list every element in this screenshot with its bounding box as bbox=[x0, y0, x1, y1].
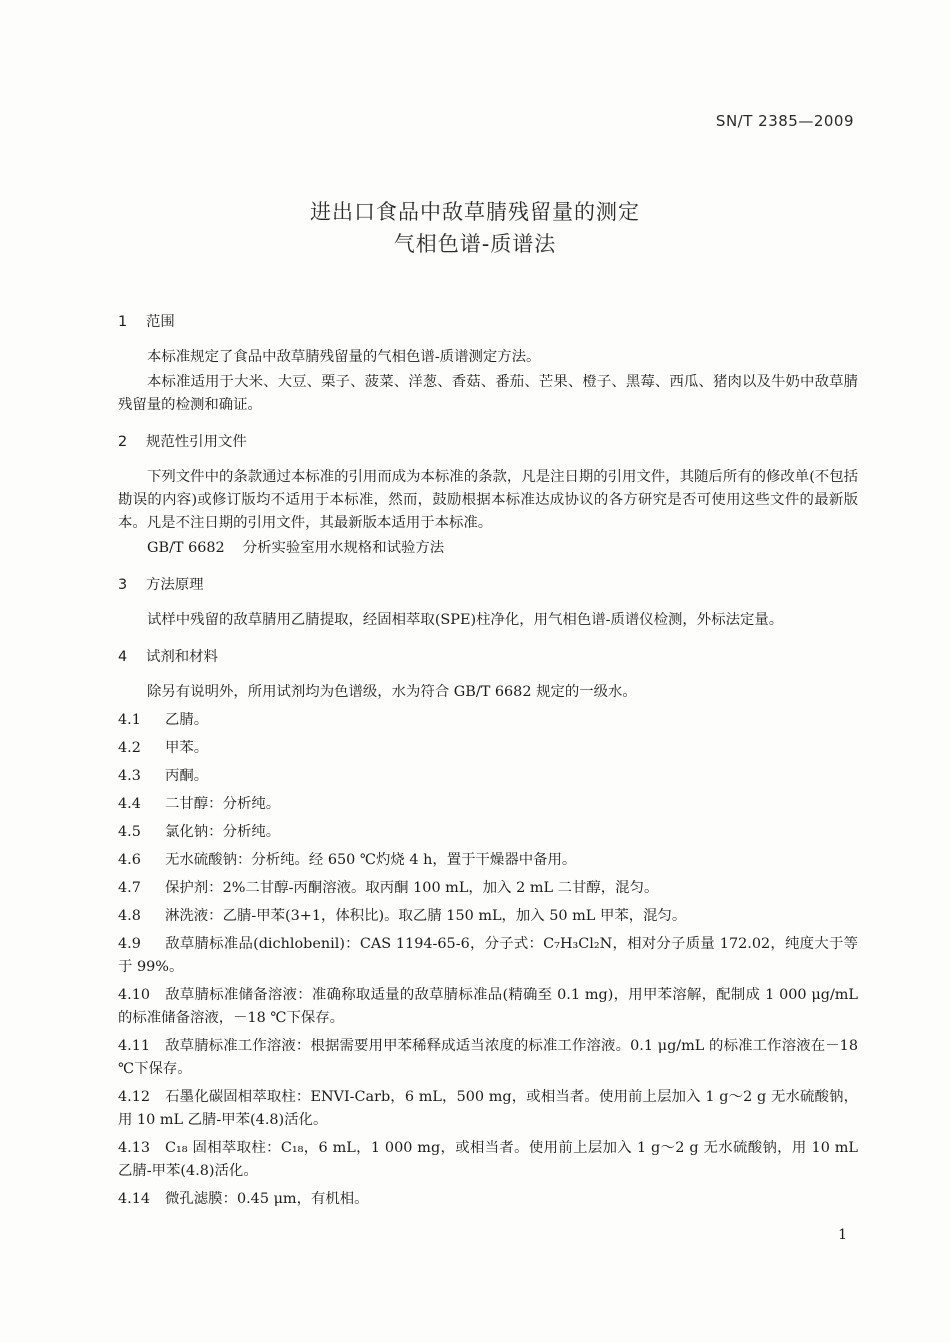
section-scope bbox=[118, 311, 858, 417]
section-number: 3 bbox=[118, 577, 128, 593]
reference-code: GB/T 6682 bbox=[147, 540, 225, 556]
item-text: 甲苯。 bbox=[165, 740, 209, 756]
list-item bbox=[118, 737, 858, 760]
list-item bbox=[118, 1188, 858, 1211]
item-number: 4.2 bbox=[118, 740, 141, 756]
item-text: C₁₈ 固相萃取柱：C₁₈，6 mL，1 000 mg，或相当者。使用前上层加入 1 g～2 g 无水硫酸钠，用 10 mL 乙腈-甲苯(4.8)活化。 bbox=[118, 1140, 858, 1179]
section-title: 范围 bbox=[146, 314, 175, 330]
paragraph: 本标准规定了食品中敌草腈残留量的气相色谱-质谱测定方法。 bbox=[147, 349, 541, 365]
item-number: 4.6 bbox=[118, 852, 141, 868]
section-reagents bbox=[118, 646, 858, 1211]
section-title: 试剂和材料 bbox=[146, 649, 218, 665]
list-item bbox=[118, 1137, 858, 1183]
section-number: 1 bbox=[118, 314, 128, 330]
item-text: 敌草腈标准品(dichlobenil)：CAS 1194-65-6，分子式：C₇H₃Cl₂N，相对分子质量 172.02，纯度大于等于 99%。 bbox=[118, 936, 858, 975]
item-text: 乙腈。 bbox=[165, 712, 209, 728]
item-text: 敌草腈标准工作溶液：根据需要用甲苯稀释成适当浓度的标准工作溶液。0.1 μg/mL 的标准工作溶液在－18 ℃下保存。 bbox=[118, 1038, 858, 1077]
standard-code: SN/T 2385—2009 bbox=[715, 112, 854, 130]
section-number: 4 bbox=[118, 649, 128, 665]
list-item bbox=[118, 821, 858, 844]
item-text: 石墨化碳固相萃取柱：ENVI-Carb，6 mL，500 mg，或相当者。使用前上层加入 1 g～2 g 无水硫酸钠，用 10 mL 乙腈-甲苯(4.8)活化。 bbox=[118, 1089, 858, 1128]
item-text: 敌草腈标准储备溶液：准确称取适量的敌草腈标准品(精确至 0.1 mg)，用甲苯溶解，配制成 1 000 μg/mL 的标准储备溶液，－18 ℃下保存。 bbox=[118, 987, 858, 1026]
item-text: 二甘醇：分析纯。 bbox=[165, 796, 281, 812]
list-item bbox=[118, 933, 858, 979]
section-heading bbox=[118, 431, 858, 454]
item-number: 4.4 bbox=[118, 796, 141, 812]
item-number: 4.3 bbox=[118, 768, 141, 784]
list-item bbox=[118, 877, 858, 900]
item-number: 4.9 bbox=[118, 936, 141, 952]
title-line-1: 进出口食品中敌草腈残留量的测定 bbox=[310, 200, 640, 224]
section-number: 2 bbox=[118, 434, 128, 450]
section-title: 规范性引用文件 bbox=[146, 434, 247, 450]
paragraph: 下列文件中的条款通过本标准的引用而成为本标准的条款，凡是注日期的引用文件，其随后所有的修改单(不包括勘误的内容)或修订版均不适用于本标准，然而，鼓励根据本标准达成协议的各方研究是否可使用这些文件的最新版本。凡是不注日期的引用文件，其最新版本适用于本标准。 bbox=[118, 469, 858, 531]
list-item bbox=[118, 849, 858, 872]
list-item bbox=[118, 709, 858, 732]
reference-title: 分析实验室用水规格和试验方法 bbox=[242, 540, 445, 556]
title-line-2: 气相色谱-质谱法 bbox=[393, 232, 557, 256]
item-text: 丙酮。 bbox=[165, 768, 209, 784]
section-heading bbox=[118, 646, 858, 669]
paragraph: 除另有说明外，所用试剂均为色谱级，水为符合 GB/T 6682 规定的一级水。 bbox=[147, 684, 637, 700]
item-number: 4.1 bbox=[118, 712, 141, 728]
reference-entry bbox=[118, 537, 858, 560]
list-item bbox=[118, 984, 858, 1030]
item-number: 4.11 bbox=[118, 1038, 151, 1054]
document-title bbox=[0, 196, 950, 260]
paragraph: 试样中残留的敌草腈用乙腈提取，经固相萃取(SPE)柱净化，用气相色谱-质谱仪检测，外标法定量。 bbox=[147, 612, 784, 628]
item-text: 微孔滤膜：0.45 μm，有机相。 bbox=[165, 1191, 369, 1207]
list-item bbox=[118, 905, 858, 928]
item-number: 4.8 bbox=[118, 908, 141, 924]
item-text: 无水硫酸钠：分析纯。经 650 ℃灼烧 4 h，置于干燥器中备用。 bbox=[165, 852, 577, 868]
list-item bbox=[118, 765, 858, 788]
item-text: 氯化钠：分析纯。 bbox=[165, 824, 281, 840]
section-title: 方法原理 bbox=[146, 577, 204, 593]
item-number: 4.5 bbox=[118, 824, 141, 840]
item-text: 保护剂：2%二甘醇-丙酮溶液。取丙酮 100 mL，加入 2 mL 二甘醇，混匀。 bbox=[165, 880, 659, 896]
document-body bbox=[118, 311, 858, 1225]
list-item bbox=[118, 1035, 858, 1081]
paragraph: 本标准适用于大米、大豆、栗子、菠菜、洋葱、香菇、番茄、芒果、橙子、黑莓、西瓜、猪肉以及牛奶中敌草腈残留量的检测和确证。 bbox=[118, 374, 858, 413]
section-principle bbox=[118, 574, 858, 632]
item-number: 4.7 bbox=[118, 880, 141, 896]
list-item bbox=[118, 793, 858, 816]
item-text: 淋洗液：乙腈-甲苯(3+1，体积比)。取乙腈 150 mL，加入 50 mL 甲苯，混匀。 bbox=[165, 908, 687, 924]
list-item bbox=[118, 1086, 858, 1132]
section-heading bbox=[118, 574, 858, 597]
item-number: 4.12 bbox=[118, 1089, 151, 1105]
item-number: 4.14 bbox=[118, 1191, 151, 1207]
section-normative-references bbox=[118, 431, 858, 560]
item-number: 4.10 bbox=[118, 987, 151, 1003]
page-number: 1 bbox=[838, 1227, 847, 1243]
item-number: 4.13 bbox=[118, 1140, 151, 1156]
section-heading bbox=[118, 311, 858, 334]
